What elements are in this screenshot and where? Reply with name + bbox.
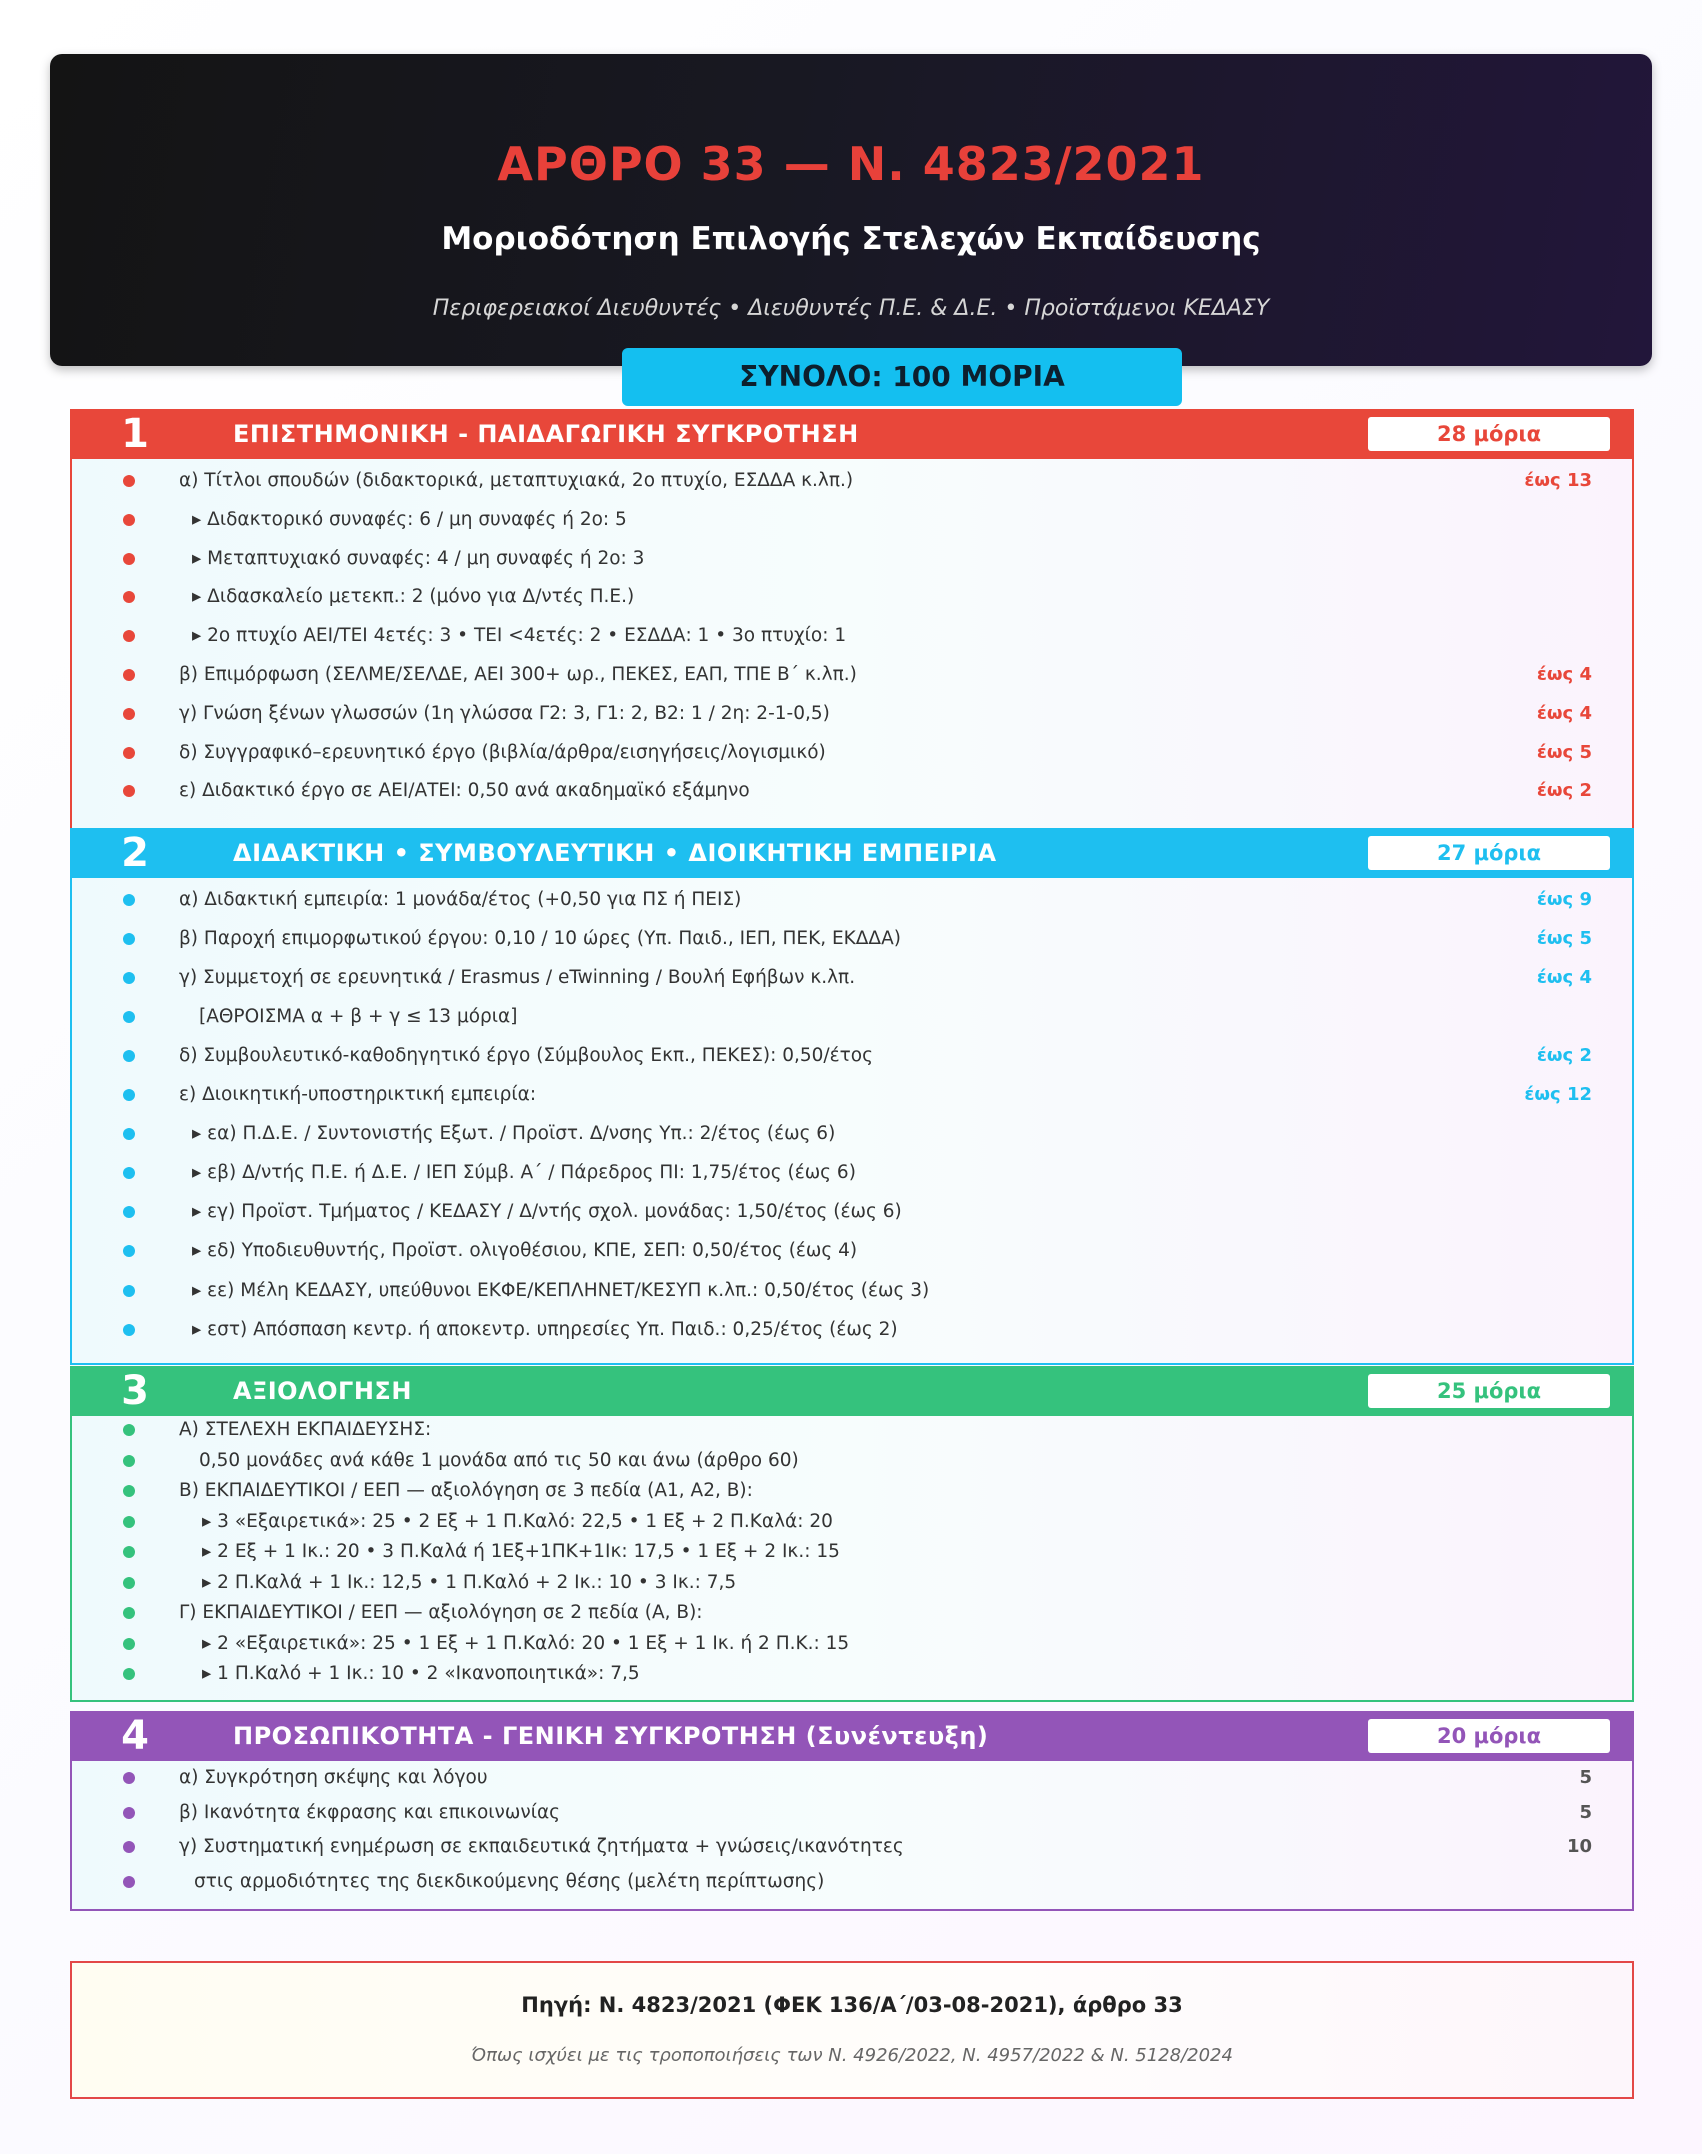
bullet-dot-icon (123, 1577, 135, 1589)
roles-line: Περιφερειακοί Διευθυντές • Διευθυντές Π.Ε. & Δ.Ε. • Προϊστάμενοι ΚΕΔΑΣΥ (432, 296, 1270, 321)
bullet-dot-icon (123, 669, 135, 681)
item-text: στις αρμοδιότητες της διεκδικούμενης θέσης (μελέτη περίπτωσης) (194, 1871, 825, 1893)
item-max-points: 10 (1566, 1836, 1592, 1858)
section-body (70, 878, 1634, 1365)
section-title: ΔΙΔΑΚΤΙΚΗ • ΣΥΜΒΟΥΛΕΥΤΙΚΗ • ΔΙΟΙΚΗΤΙΚΗ ΕΜΠΕΙΡΙΑ (233, 839, 997, 867)
item-max-points: έως 4 (1536, 664, 1592, 685)
item-text: ▸ εστ) Απόσπαση κεντρ. ή αποκεντρ. υπηρεσίες Υπ. Παιδ.: 0,25/έτος (έως 2) (192, 1318, 898, 1340)
list-item (72, 1869, 1632, 1895)
list-item (72, 778, 1632, 804)
item-text: δ) Συμβουλευτικό-καθοδηγητικό έργο (Σύμβουλος Εκπ., ΠΕΚΕΣ): 0,50/έτος (179, 1045, 873, 1067)
section-title: ΕΠΙΣΤΗΜΟΝΙΚΗ - ΠΑΙΔΑΓΩΓΙΚΗ ΣΥΓΚΡΟΤΗΣΗ (233, 420, 859, 448)
list-item (72, 1661, 1632, 1687)
list-item (72, 1004, 1632, 1030)
bullet-dot-icon (123, 747, 135, 759)
item-text: ▸ 2 Εξ + 1 Ικ.: 20 • 3 Π.Καλά ή 1Εξ+1ΠΚ+1Ικ: 17,5 • 1 Εξ + 2 Ικ.: 15 (202, 1541, 840, 1562)
list-item (72, 1160, 1632, 1186)
bullet-dot-icon (123, 1245, 135, 1257)
bullet-dot-icon (123, 1089, 135, 1101)
section-points-badge: 27 μόρια (1368, 836, 1610, 870)
section-2 (70, 828, 1634, 1365)
total-points-badge: ΣΥΝΟΛΟ: 100 ΜΟΡΙΑ (622, 348, 1182, 406)
bullet-dot-icon (123, 1668, 135, 1680)
section-4 (70, 1711, 1634, 1911)
bullet-dot-icon (123, 708, 135, 720)
list-item (72, 1043, 1632, 1069)
bullet-dot-icon (123, 1455, 135, 1467)
item-text: ▸ Διδασκαλείο μετεκπ.: 2 (μόνο για Δ/ντές Π.Ε.) (192, 586, 635, 608)
list-item (72, 1317, 1632, 1343)
bullet-dot-icon (123, 1607, 135, 1619)
source-citation: Πηγή: Ν. 4823/2021 (ΦΕΚ 136/Α΄/03-08-2021), άρθρο 33 (521, 1993, 1183, 2017)
section-title: ΠΡΟΣΩΠΙΚΟΤΗΤΑ - ΓΕΝΙΚΗ ΣΥΓΚΡΟΤΗΣΗ (Συνέντευξη) (233, 1722, 989, 1750)
section-1 (70, 409, 1634, 869)
bullet-dot-icon (123, 1206, 135, 1218)
item-text: ▸ 2 «Εξαιρετικά»: 25 • 1 Εξ + 1 Π.Καλό: 20 • 1 Εξ + 1 Ικ. ή 2 Π.Κ.: 15 (202, 1632, 850, 1654)
section-header (70, 1366, 1634, 1416)
page-subtitle: Μοριοδότηση Επιλογής Στελεχών Εκπαίδευσης (441, 221, 1261, 257)
list-item (72, 584, 1632, 610)
section-title: ΑΞΙΟΛΟΓΗΣΗ (233, 1377, 412, 1405)
item-max-points: έως 4 (1536, 702, 1592, 724)
item-max-points: έως 2 (1536, 1045, 1592, 1067)
item-text: [ΑΘΡΟΙΣΜΑ α + β + γ ≤ 13 μόρια] (199, 1006, 518, 1028)
list-item (72, 1238, 1632, 1264)
item-max-points: έως 2 (1536, 780, 1592, 802)
item-text: ▸ εδ) Υποδιευθυντής, Προϊστ. ολιγοθέσιου, ΚΠΕ, ΣΕΠ: 0,50/έτος (έως 4) (192, 1240, 858, 1262)
bullet-dot-icon (123, 1841, 135, 1853)
bullet-dot-icon (123, 630, 135, 642)
list-item (72, 1800, 1632, 1826)
bullet-dot-icon (123, 1285, 135, 1297)
item-text: Γ) ΕΚΠΑΙΔΕΥΤΙΚΟΙ / ΕΕΠ — αξιολόγηση σε 2 πεδία (Α, Β): (179, 1602, 703, 1623)
section-body (70, 459, 1634, 869)
item-text: ▸ εε) Μέλη ΚΕΔΑΣΥ, υπεύθυνοι ΕΚΦΕ/ΚΕΠΛΗΝΕΤ/ΚΕΣΥΠ κ.λπ.: 0,50/έτος (έως 3) (192, 1279, 930, 1301)
list-item (72, 1417, 1632, 1443)
list-item (72, 1834, 1632, 1860)
section-3 (70, 1366, 1634, 1702)
item-text: ▸ εγ) Προϊστ. Τμήματος / ΚΕΔΑΣΥ / Δ/ντής σχολ. μονάδας: 1,50/έτος (έως 6) (192, 1201, 902, 1223)
bullet-dot-icon (123, 894, 135, 906)
bullet-dot-icon (123, 1516, 135, 1528)
list-item (72, 1570, 1632, 1596)
item-text: ε) Διοικητική-υποστηρικτική εμπειρία: (179, 1084, 537, 1106)
list-item (72, 740, 1632, 766)
bullet-dot-icon (123, 1772, 135, 1784)
item-text: α) Διδακτική εμπειρία: 1 μονάδα/έτος (+0,50 για ΠΣ ή ΠΕΙΣ) (179, 889, 742, 910)
bullet-dot-icon (123, 1324, 135, 1336)
list-item (72, 623, 1632, 649)
item-text: Α) ΣΤΕΛΕΧΗ ΕΚΠΑΙΔΕΥΣΗΣ: (179, 1419, 432, 1440)
list-item (72, 965, 1632, 991)
item-text: ▸ 3 «Εξαιρετικά»: 25 • 2 Εξ + 1 Π.Καλό: 22,5 • 1 Εξ + 2 Π.Καλά: 20 (202, 1510, 833, 1532)
list-item (72, 546, 1632, 572)
list-item (72, 1539, 1632, 1565)
bullet-dot-icon (123, 933, 135, 945)
list-item (72, 468, 1632, 494)
item-text: ▸ εβ) Δ/ντής Π.Ε. ή Δ.Ε. / ΙΕΠ Σύμβ. Α΄ / Πάρεδρος ΠΙ: 1,75/έτος (έως 6) (192, 1162, 856, 1184)
item-text: ε) Διδακτικό έργο σε ΑΕΙ/ΑΤΕΙ: 0,50 ανά ακαδημαϊκό εξάμηνο (179, 780, 750, 802)
section-header (70, 1711, 1634, 1761)
bullet-dot-icon (123, 1807, 135, 1819)
list-item (72, 1631, 1632, 1657)
item-text: α) Συγκρότηση σκέψης και λόγου (179, 1767, 488, 1788)
item-text: α) Τίτλοι σπουδών (διδακτορικά, μεταπτυχιακά, 2ο πτυχίο, ΕΣΔΔΑ κ.λπ.) (179, 470, 854, 491)
item-text: ▸ Διδακτορικό συναφές: 6 / μη συναφές ή 2ο: 5 (192, 508, 627, 530)
bullet-dot-icon (123, 785, 135, 797)
item-text: β) Επιμόρφωση (ΣΕΛΜΕ/ΣΕΛΔΕ, ΑΕΙ 300+ ωρ., ΠΕΚΕΣ, ΕΑΠ, ΤΠΕ Β΄ κ.λπ.) (179, 664, 857, 685)
section-number: 1 (121, 411, 149, 457)
list-item (72, 701, 1632, 727)
list-item (72, 1765, 1632, 1791)
section-points-badge: 28 μόρια (1368, 417, 1610, 451)
item-max-points: έως 5 (1536, 928, 1592, 950)
item-max-points: 5 (1579, 1801, 1592, 1823)
item-text: ▸ Μεταπτυχιακό συναφές: 4 / μη συναφές ή 2ο: 3 (192, 547, 645, 569)
item-max-points: 5 (1579, 1767, 1592, 1788)
page-title: ΑΡΘΡΟ 33 — Ν. 4823/2021 (497, 137, 1205, 191)
bullet-dot-icon (123, 972, 135, 984)
header-banner (50, 54, 1652, 393)
item-max-points: έως 5 (1536, 741, 1592, 763)
bullet-dot-icon (123, 553, 135, 565)
bullet-dot-icon (123, 1128, 135, 1140)
list-item (72, 1199, 1632, 1225)
bullet-dot-icon (123, 514, 135, 526)
section-body (70, 1416, 1634, 1702)
item-max-points: έως 9 (1536, 889, 1592, 910)
bullet-dot-icon (123, 1485, 135, 1497)
item-text: β) Ικανότητα έκφρασης και επικοινωνίας (179, 1801, 561, 1823)
list-item (72, 1600, 1632, 1626)
item-text: δ) Συγγραφικό–ερευνητικό έργο (βιβλία/άρθρα/εισηγήσεις/λογισμικό) (179, 741, 826, 763)
item-max-points: έως 4 (1536, 967, 1592, 989)
item-text: ▸ 1 Π.Καλό + 1 Ικ.: 10 • 2 «Ικανοποιητικά»: 7,5 (202, 1663, 640, 1684)
bullet-dot-icon (123, 1546, 135, 1558)
bullet-dot-icon (123, 1638, 135, 1650)
bullet-dot-icon (123, 591, 135, 603)
bullet-dot-icon (123, 1876, 135, 1888)
list-item (72, 1082, 1632, 1108)
item-text: 0,50 μονάδες ανά κάθε 1 μονάδα από τις 50 και άνω (άρθρο 60) (199, 1449, 799, 1471)
list-item (72, 887, 1632, 913)
item-text: β) Παροχή επιμορφωτικού έργου: 0,10 / 10 ώρες (Υπ. Παιδ., ΙΕΠ, ΠΕΚ, ΕΚΔΔΑ) (179, 928, 901, 950)
list-item (72, 1448, 1632, 1474)
list-item (72, 507, 1632, 533)
section-header (70, 828, 1634, 878)
bullet-dot-icon (123, 1050, 135, 1062)
section-body (70, 1761, 1634, 1911)
item-text: γ) Συμμετοχή σε ερευνητικά / Erasmus / eTwinning / Βουλή Εφήβων κ.λπ. (179, 967, 856, 989)
bullet-dot-icon (123, 1167, 135, 1179)
section-number: 2 (121, 830, 149, 876)
list-item (72, 1478, 1632, 1504)
item-text: ▸ 2 Π.Καλά + 1 Ικ.: 12,5 • 1 Π.Καλό + 2 Ικ.: 10 • 3 Ικ.: 7,5 (202, 1571, 737, 1593)
list-item (72, 926, 1632, 952)
bullet-dot-icon (123, 1011, 135, 1023)
section-number: 3 (121, 1368, 149, 1414)
item-text: Β) ΕΚΠΑΙΔΕΥΤΙΚΟΙ / ΕΕΠ — αξιολόγηση σε 3 πεδία (Α1, Α2, Β): (179, 1480, 753, 1501)
item-max-points: έως 13 (1524, 470, 1592, 491)
item-text: γ) Συστηματική ενημέρωση σε εκπαιδευτικά ζητήματα + γνώσεις/ικανότητες (179, 1836, 904, 1858)
section-number: 4 (121, 1713, 149, 1759)
list-item (72, 662, 1632, 688)
amendments-note: Όπως ισχύει με τις τροποποιήσεις των Ν. 4926/2022, Ν. 4957/2022 & Ν. 5128/2024 (471, 2045, 1233, 2066)
list-item (72, 1278, 1632, 1304)
section-points-badge: 25 μόρια (1368, 1374, 1610, 1408)
item-text: ▸ 2ο πτυχίο ΑΕΙ/ΤΕΙ 4ετές: 3 • ΤΕΙ <4ετές: 2 • ΕΣΔΔΑ: 1 • 3ο πτυχίο: 1 (192, 625, 847, 647)
item-max-points: έως 12 (1524, 1084, 1592, 1106)
section-points-badge: 20 μόρια (1368, 1719, 1610, 1753)
item-text: γ) Γνώση ξένων γλωσσών (1η γλώσσα Γ2: 3, Γ1: 2, Β2: 1 / 2η: 2-1-0,5) (179, 702, 830, 724)
bullet-dot-icon (123, 475, 135, 487)
bullet-dot-icon (123, 1424, 135, 1436)
source-footer (70, 1961, 1634, 2099)
list-item (72, 1121, 1632, 1147)
item-text: ▸ εα) Π.Δ.Ε. / Συντονιστής Εξωτ. / Προϊστ. Δ/νσης Υπ.: 2/έτος (έως 6) (192, 1123, 836, 1145)
section-header (70, 409, 1634, 459)
list-item (72, 1509, 1632, 1535)
